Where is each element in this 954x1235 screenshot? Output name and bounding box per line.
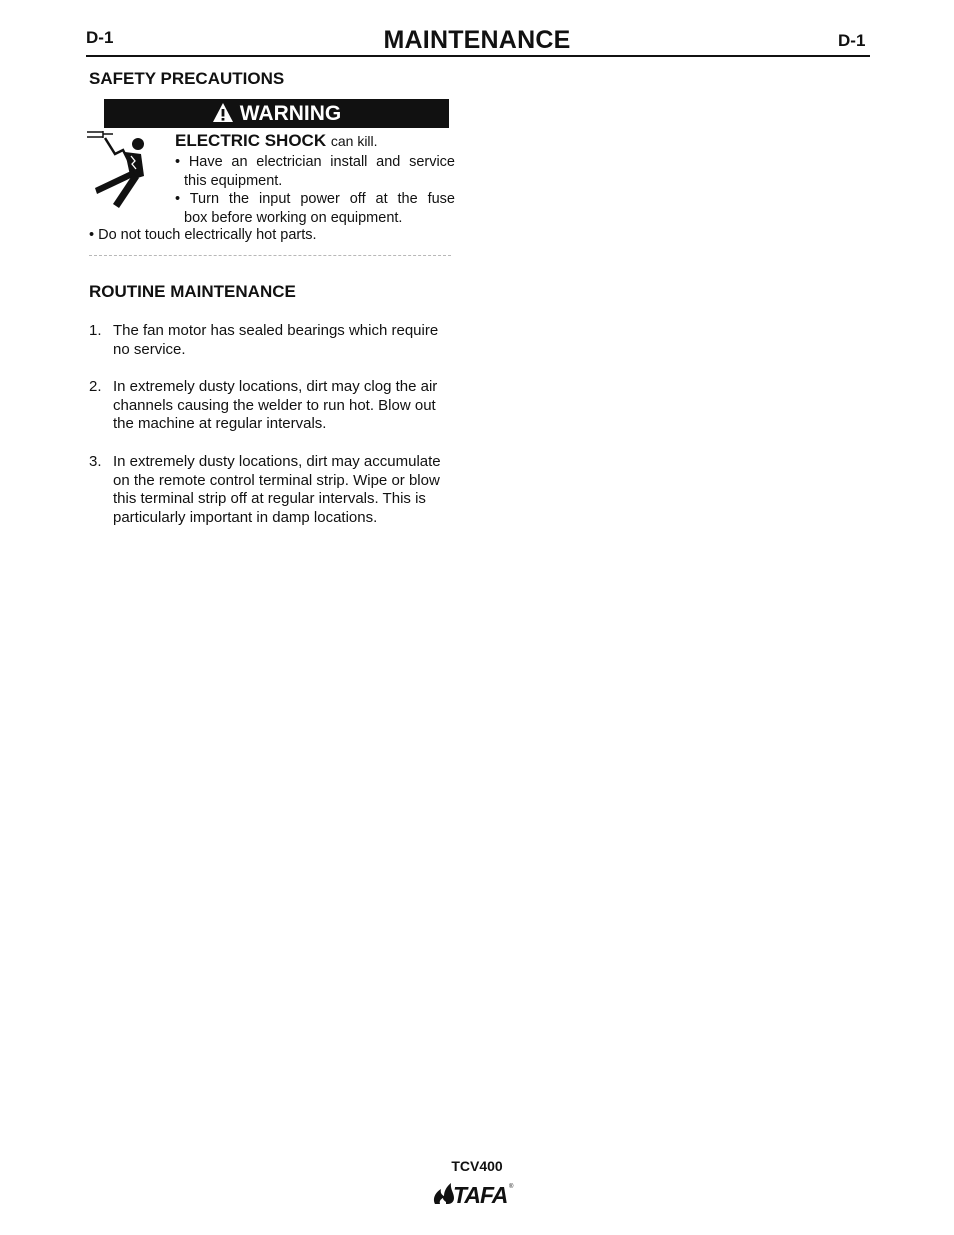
page-code-left: D-1 bbox=[86, 28, 114, 47]
safety-precautions-heading: SAFETY PRECAUTIONS bbox=[89, 69, 285, 88]
bullet-line: this equipment. bbox=[184, 172, 283, 189]
list-item-line: this terminal strip off at regular intervals. This is bbox=[113, 490, 426, 508]
list-item-line: In extremely dusty locations, dirt may clog the air bbox=[113, 378, 438, 395]
title-rule bbox=[86, 55, 870, 57]
safety-bullet-electrician bbox=[175, 153, 455, 190]
list-item-line: the machine at regular intervals. bbox=[113, 415, 327, 433]
footer-model-number: TCV400 bbox=[451, 1158, 503, 1174]
list-item-line: channels causing the welder to run hot. Blow out bbox=[113, 396, 436, 414]
electric-shock-label: ELECTRIC SHOCK bbox=[175, 131, 327, 150]
tafa-logo bbox=[432, 1180, 516, 1206]
bullet-line: box before working on equipment. bbox=[184, 209, 403, 226]
routine-maintenance-heading: ROUTINE MAINTENANCE bbox=[89, 282, 296, 301]
can-kill-text: can kill. bbox=[330, 133, 378, 149]
list-item-number: 1. bbox=[89, 322, 102, 339]
safety-bullet-hot-parts: • Do not touch electrically hot parts. bbox=[89, 227, 317, 243]
list-item-line: In extremely dusty locations, dirt may accumulate bbox=[113, 453, 441, 470]
warning-triangle-icon bbox=[212, 102, 234, 124]
page-code-right: D-1 bbox=[838, 31, 866, 50]
warning-banner bbox=[104, 99, 449, 128]
warning-label: WARNING bbox=[239, 101, 342, 125]
brand-wordmark: TAFA bbox=[453, 1182, 508, 1206]
list-item-text bbox=[113, 453, 469, 527]
electric-shock-figure-icon bbox=[85, 128, 161, 212]
electric-shock-title bbox=[175, 131, 378, 151]
list-item-number: 2. bbox=[89, 378, 102, 395]
list-item-line: particularly important in damp locations. bbox=[113, 508, 378, 526]
bullet-line: • Turn the input power off at the fuse bbox=[175, 191, 455, 207]
list-item-line: The fan motor has sealed bearings which require bbox=[113, 322, 439, 339]
safety-bullet-power-off bbox=[175, 190, 455, 227]
page-title: MAINTENANCE bbox=[383, 26, 571, 54]
list-item-line: no service. bbox=[113, 340, 186, 358]
list-item-text bbox=[113, 322, 469, 359]
list-item-text bbox=[113, 378, 469, 434]
list-item-line: on the remote control terminal strip. Wipe or blow bbox=[113, 471, 440, 489]
list-item-number: 3. bbox=[89, 453, 102, 470]
section-divider bbox=[89, 255, 451, 256]
bullet-line: • Have an electrician install and service bbox=[175, 154, 455, 170]
registered-mark: ® bbox=[509, 1184, 514, 1190]
